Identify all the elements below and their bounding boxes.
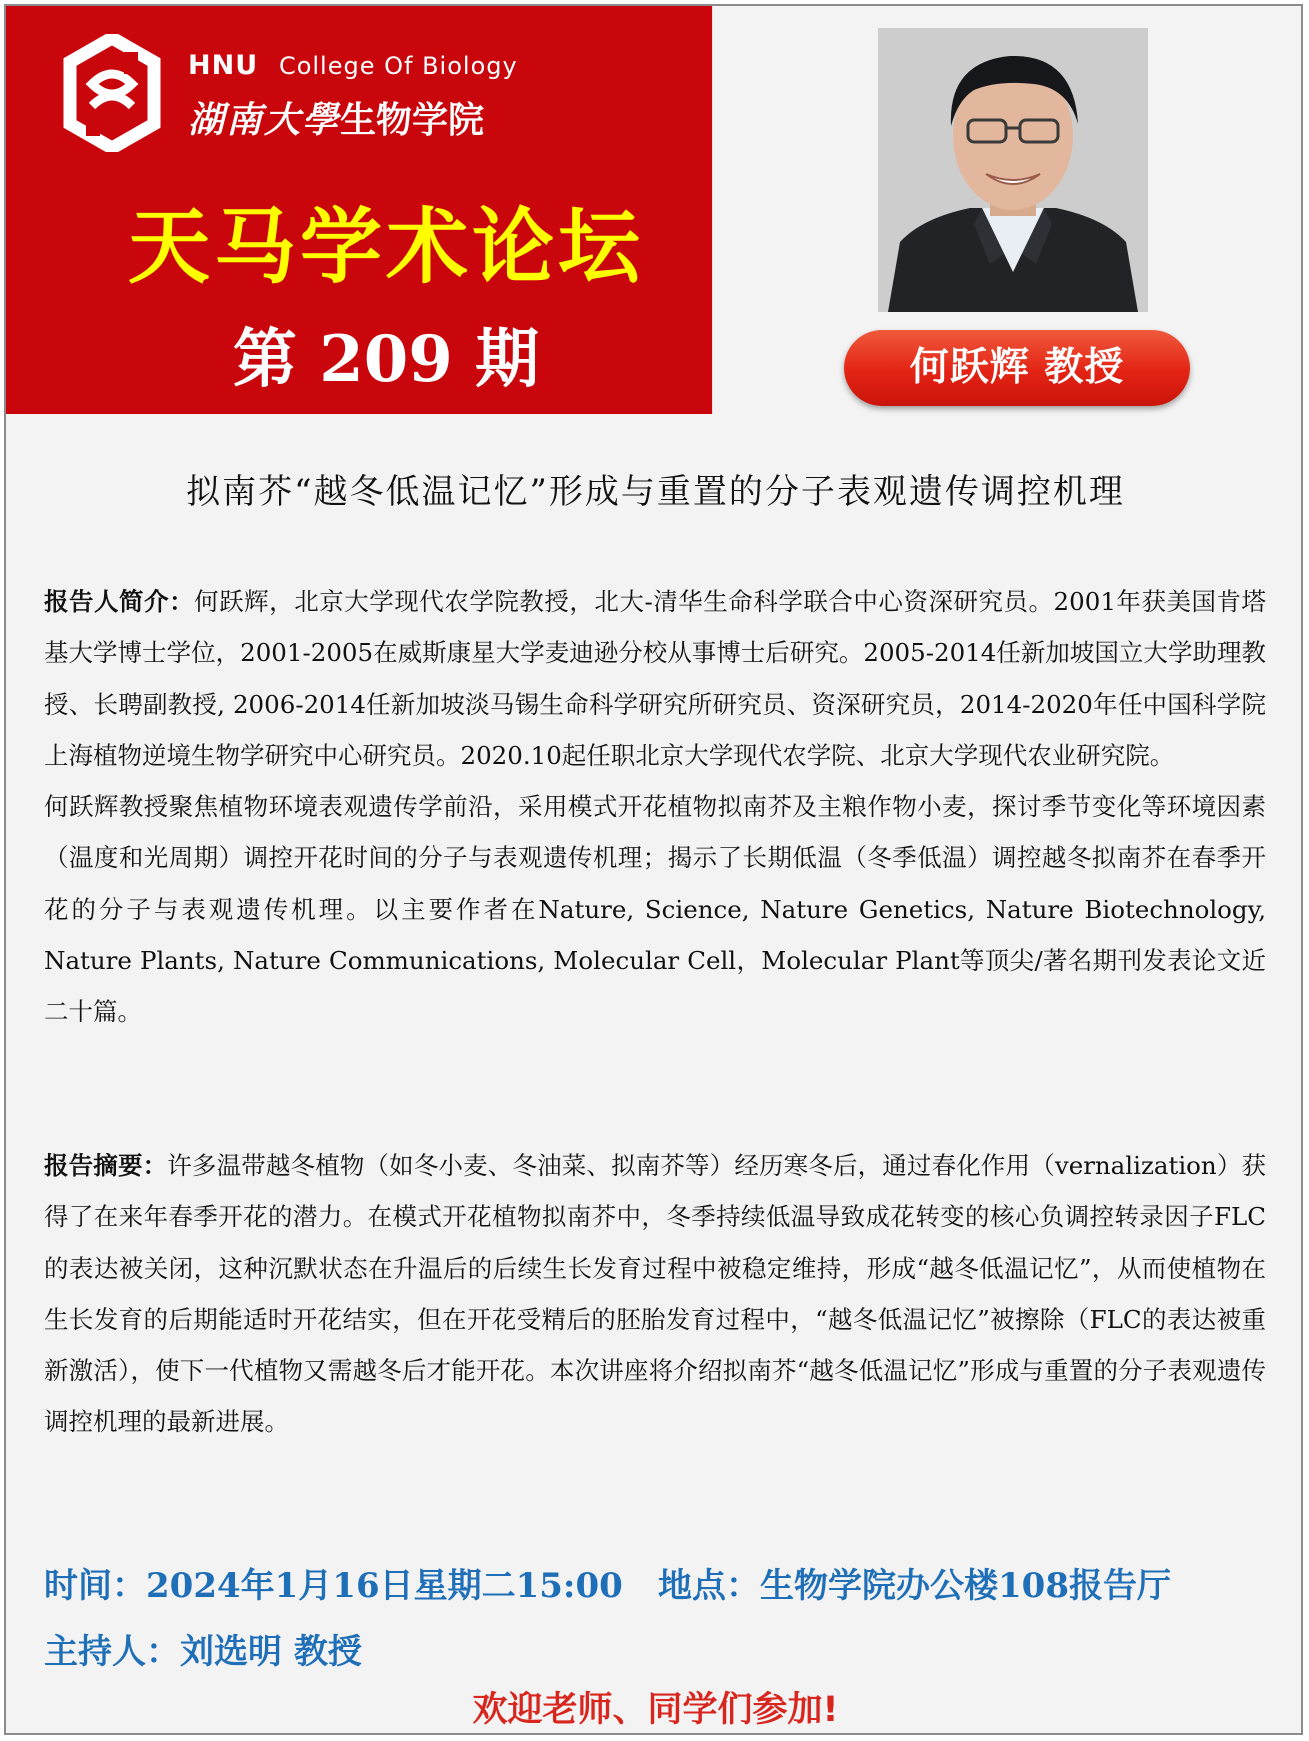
university-script-logo: 湖南大學 <box>188 99 341 141</box>
event-time: 时间：2024年1月16日星期二15:00 <box>44 1566 623 1606</box>
poster <box>4 4 1303 1735</box>
bio-paragraph <box>44 576 1266 781</box>
issue-number: 第 209 期 <box>232 322 540 397</box>
bio-paragraph-2: 何跃辉教授聚焦植物环境表观遗传学前沿，采用模式开花植物拟南芥及主粮作物小麦，探讨季节变化等环境因素（温度和光周期）调控开花时间的分子与表观遗传机理；揭示了长期低温（冬季低温）调控越冬拟南芥在春季开花的分子与表观遗传机理。以主要作者在Nature, Science, Nature Genetics, Nature Biotechnology, Nature Plants, Nature Communications, Molecular Cell，Molecular Plant等顶尖/著名期刊发表论文近二十篇。 <box>44 792 1266 1027</box>
abstract-text: 许多温带越冬植物（如冬小麦、冬油菜、拟南芥等）经历寒冬后，通过春化作用（vernalization）获得了在来年春季开花的潜力。在模式开花植物拟南芥中，冬季持续低温导致成花转变的核心负调控转录因子FLC的表达被关闭，这种沉默状态在升温后的后续生长发育过程中被稳定维持，形成“越冬低温记忆”，从而使植物在生长发育的后期能适时开花结实，但在开花受精后的胚胎发育过程中，“越冬低温记忆”被擦除（FLC的表达被重新激活），使下一代植物又需越冬后才能开花。本次讲座将介绍拟南芥“越冬低温记忆”形成与重置的分子表观遗传调控机理的最新进展。 <box>44 1151 1266 1437</box>
event-location: 地点：生物学院办公楼108报告厅 <box>658 1566 1171 1606</box>
welcome-message: 欢迎老师、同学们参加! <box>472 1690 839 1730</box>
forum-title: 天马学术论坛 <box>127 200 644 295</box>
hnu-logo-icon <box>62 34 162 152</box>
abstract-label: 报告摘要： <box>44 1151 168 1180</box>
college-name-en: HNU College Of Biology <box>188 50 518 81</box>
event-host: 主持人：刘选明 教授 <box>44 1632 362 1672</box>
speaker-name-badge: 何跃辉 教授 <box>844 330 1190 406</box>
talk-abstract <box>44 1140 1266 1448</box>
speaker-bio <box>44 576 1266 1038</box>
talk-title: 拟南芥“越冬低温记忆”形成与重置的分子表观遗传调控机理 <box>186 472 1125 512</box>
header-banner <box>6 6 713 414</box>
bio-text-1: 何跃辉，北京大学现代农学院教授，北大-清华生命科学联合中心资深研究员。2001年获美国肯塔基大学博士学位，2001-2005在威斯康星大学麦迪逊分校从事博士后研究。2005-2014任新加坡国立大学助理教授、长聘副教授, 2006-2014任新加坡淡马锡生命科学研究所研究员、资深研究员，2014-2020年任中国科学院上海植物逆境生物学研究中心研究员。2020.10起任职北京大学现代农学院、北京大学现代农业研究院。 <box>44 587 1267 770</box>
bio-label: 报告人简介： <box>44 587 195 616</box>
abstract-paragraph <box>44 1140 1266 1448</box>
speaker-photo <box>878 28 1148 312</box>
college-name-cn: 湖南大學生物学院 <box>188 99 485 141</box>
